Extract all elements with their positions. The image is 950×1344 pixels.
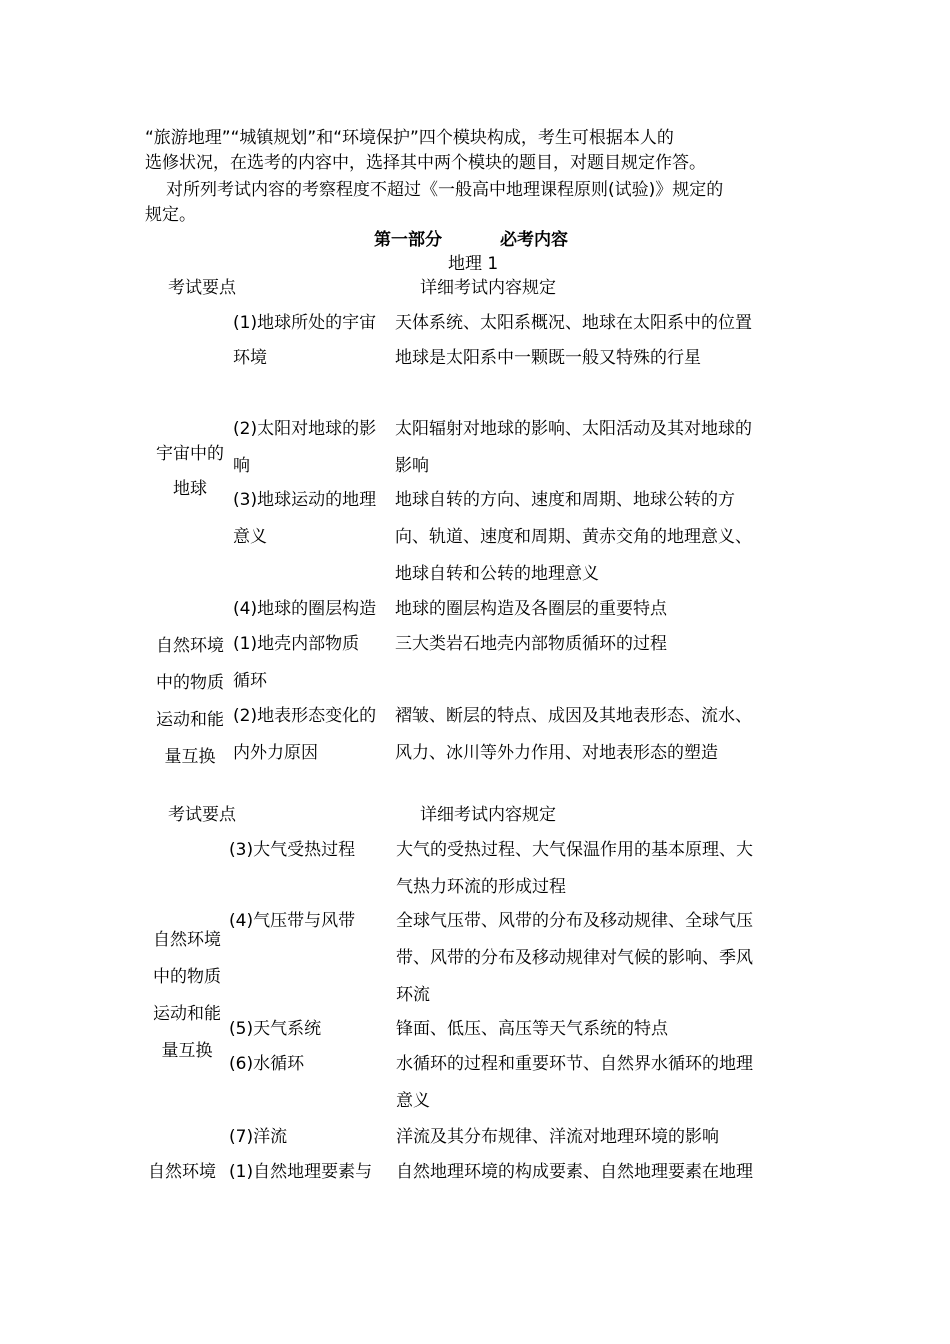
table1-row5-point-line1: (1)地壳内部物质 <box>233 634 360 654</box>
table1-row6-point-line2: 内外力原因 <box>233 743 318 763</box>
table1-header-key: 考试要点 <box>168 278 236 298</box>
table1-row2-detail-line1: 太阳辐射对地球的影响、太阳活动及其对地球的 <box>395 419 752 439</box>
table1-row2-detail-line2: 影响 <box>395 456 429 476</box>
table1-row3-point-line2: 意义 <box>233 527 267 547</box>
table1-row2-point-line2: 响 <box>233 456 250 476</box>
table1-row4-point-line1: (4)地球的圈层构造 <box>233 599 377 619</box>
table1-row4-detail-line1: 地球的圈层构造及各圈层的重要特点 <box>395 599 667 619</box>
table2-row2-detail-line2: 带、风带的分布及移动规律对气候的影响、季风 <box>396 948 753 968</box>
table1-row3-detail-line3: 地球自转和公转的地理意义 <box>395 564 599 584</box>
table1-group1-name: 宇宙中的 地球 <box>156 444 224 499</box>
table2-row1-detail-line1: 大气的受热过程、大气保温作用的基本原理、大 <box>396 840 753 860</box>
table2-row3-detail-line1: 锋面、低压、高压等天气系统的特点 <box>396 1019 668 1039</box>
table1-row6-detail-line1: 褶皱、断层的特点、成因及其地表形态、流水、 <box>395 706 752 726</box>
table2-row4-detail-line2: 意义 <box>396 1091 430 1111</box>
table2-row5-detail-line1: 洋流及其分布规律、洋流对地理环境的影响 <box>396 1127 719 1147</box>
table2-row1-point-line1: (3)大气受热过程 <box>229 840 356 860</box>
part-subtitle: 必考内容 <box>500 230 568 250</box>
table2-row2-detail-line3: 环流 <box>396 985 430 1005</box>
table1-row3-point-line1: (3)地球运动的地理 <box>233 490 377 510</box>
table2-row2-point-line1: (4)气压带与风带 <box>229 911 356 931</box>
table1-row1-point-line1: (1)地球所处的宇宙 <box>233 313 377 333</box>
table1-row3-detail-line2: 向、轨道、速度和周期、黄赤交角的地理意义、 <box>395 527 752 547</box>
table1-row2-point-line1: (2)太阳对地球的影 <box>233 419 377 439</box>
section-title: 地理 1 <box>448 254 499 274</box>
table2-header-detail: 详细考试内容规定 <box>420 805 556 825</box>
table1-row6-detail-line2: 风力、冰川等外力作用、对地表形态的塑造 <box>395 743 718 763</box>
table2-header-key: 考试要点 <box>168 805 236 825</box>
table1-row1-detail-line1: 天体系统、太阳系概况、地球在太阳系中的位置 <box>395 313 752 333</box>
table2-row6-detail-line1: 自然地理环境的构成要素、自然地理要素在地理 <box>396 1162 753 1182</box>
table2-row2-detail-line1: 全球气压带、风带的分布及移动规律、全球气压 <box>396 911 753 931</box>
table1-row1-detail-line2: 地球是太阳系中一颗既一般又特殊的行星 <box>395 348 701 368</box>
table1-row3-detail-line1: 地球自转的方向、速度和周期、地球公转的方 <box>395 490 735 510</box>
table1-row1-point-line2: 环境 <box>233 348 267 368</box>
table2-row4-point-line1: (6)水循环 <box>229 1054 305 1074</box>
intro-para2-line-1: 对所列考试内容的考察程度不超过《一般高中地理课程原则(试验)》规定的 <box>166 180 724 200</box>
table1-row6-point-line1: (2)地表形态变化的 <box>233 706 377 726</box>
part-title: 第一部分 <box>374 230 442 250</box>
intro-line-1: “旅游地理”“城镇规划”和“环境保护”四个模块构成，考生可根据本人的 <box>145 128 674 148</box>
table1-row5-point-line2: 循环 <box>233 671 267 691</box>
table2-group1-name: 自然环境 中的物质 运动和能 量互换 <box>153 930 221 1061</box>
table2-row6-point-line1: (1)自然地理要素与 <box>229 1162 373 1182</box>
table2-row3-point-line1: (5)天气系统 <box>229 1019 322 1039</box>
table2-row1-detail-line2: 气热力环流的形成过程 <box>396 877 566 897</box>
table1-row5-detail-line1: 三大类岩石地壳内部物质循环的过程 <box>395 634 667 654</box>
table2-group2-name: 自然环境 <box>148 1162 216 1182</box>
table2-row4-detail-line1: 水循环的过程和重要环节、自然界水循环的地理 <box>396 1054 753 1074</box>
table1-header-detail: 详细考试内容规定 <box>420 278 556 298</box>
table1-group2-name: 自然环境 中的物质 运动和能 量互换 <box>156 636 224 767</box>
table2-row5-point-line1: (7)洋流 <box>229 1127 288 1147</box>
intro-para2-line-2: 规定。 <box>145 205 196 225</box>
intro-line-2: 选修状况，在选考的内容中，选择其中两个模块的题目，对题目规定作答。 <box>145 153 706 173</box>
